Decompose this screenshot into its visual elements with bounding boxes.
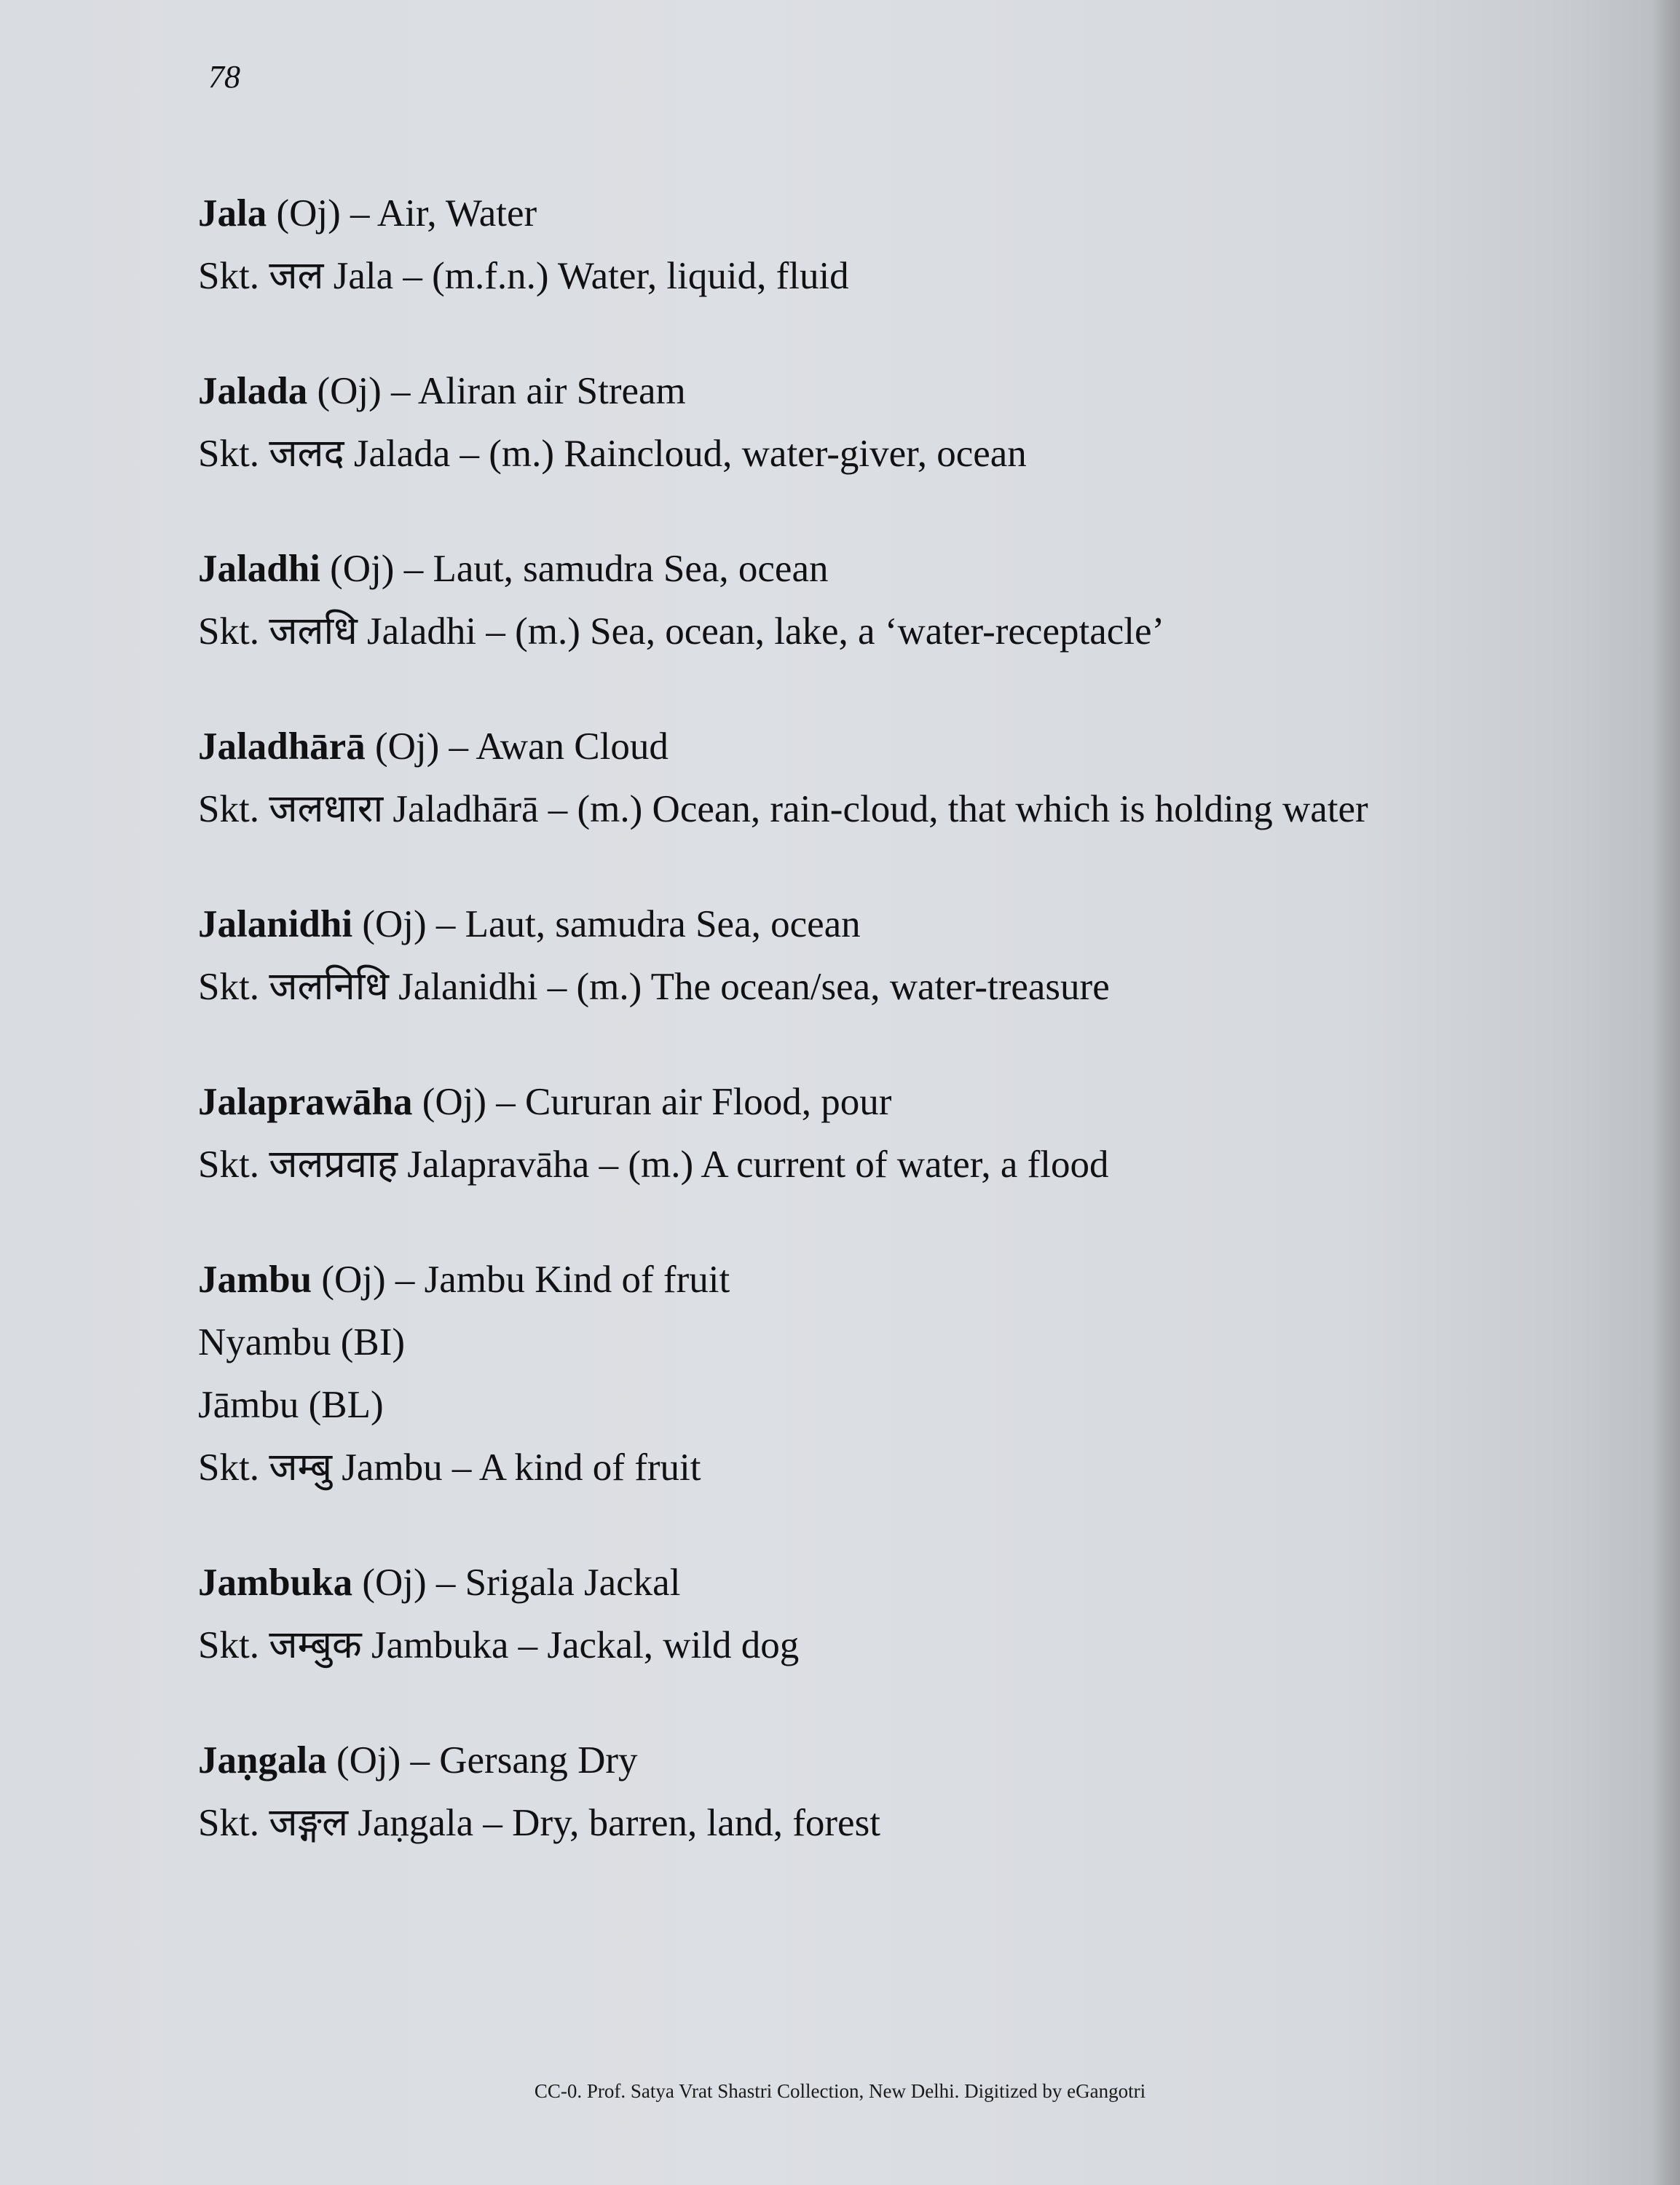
headword-gloss: (Oj) – Jambu Kind of fruit	[312, 1259, 730, 1301]
sanskrit-line: Skt. जम्बु Jambu – A kind of fruit	[198, 1446, 701, 1489]
headword-gloss: (Oj) – Gersang Dry	[326, 1739, 638, 1782]
entry-heading	[198, 715, 1582, 778]
dictionary-entry	[198, 1551, 1582, 1677]
headword-gloss: (Oj) – Air, Water	[267, 192, 537, 235]
sanskrit-line: Skt. जम्बुक Jambuka – Jackal, wild dog	[198, 1624, 800, 1666]
headword-gloss: (Oj) – Srigala Jackal	[352, 1562, 681, 1604]
headword: Jalada	[198, 370, 308, 412]
entry-heading	[198, 182, 1582, 245]
dictionary-entry	[198, 360, 1582, 485]
headword: Jaṇgala	[198, 1739, 327, 1782]
headword-gloss: (Oj) – Laut, samudra Sea, ocean	[352, 903, 861, 945]
entry-heading	[198, 1071, 1582, 1133]
headword-gloss: (Oj) – Cururan air Flood, pour	[412, 1081, 892, 1123]
headword: Jalanidhi	[198, 903, 353, 945]
dictionary-entries	[198, 182, 1582, 1907]
dictionary-entry	[198, 1071, 1582, 1196]
dictionary-entry	[198, 538, 1582, 663]
entry-heading	[198, 1248, 1582, 1311]
sanskrit-line: Skt. जल Jala – (m.f.n.) Water, liquid, fluid	[198, 255, 849, 297]
digitization-footer: CC-0. Prof. Satya Vrat Shastri Collection, New Delhi. Digitized by eGangotri	[534, 2080, 1146, 2102]
variant-line: Jāmbu (BL)	[198, 1384, 384, 1426]
headword-gloss: (Oj) – Aliran air Stream	[307, 370, 686, 412]
headword: Jambu	[198, 1259, 312, 1301]
sanskrit-line: Skt. जलधारा Jaladhārā – (m.) Ocean, rain-cloud, that which is holding water	[198, 788, 1368, 830]
entry-heading	[198, 893, 1582, 956]
sanskrit-line: Skt. जलप्रवाह Jalapravāha – (m.) A current of water, a flood	[198, 1143, 1109, 1186]
dictionary-entry	[198, 1729, 1582, 1854]
sanskrit-line: Skt. जलधि Jaladhi – (m.) Sea, ocean, lake, a ‘water-receptacle’	[198, 610, 1165, 653]
dictionary-entry	[198, 893, 1582, 1018]
page-edge-shadow	[1651, 0, 1680, 2185]
headword: Jambuka	[198, 1562, 353, 1604]
dictionary-entry	[198, 1248, 1582, 1499]
entry-heading	[198, 1729, 1582, 1792]
sanskrit-line: Skt. जङ्गल Jaṇgala – Dry, barren, land, forest	[198, 1802, 880, 1844]
dictionary-entry	[198, 182, 1582, 307]
headword-gloss: (Oj) – Laut, samudra Sea, ocean	[320, 548, 829, 590]
dictionary-entry	[198, 715, 1582, 840]
headword: Jala	[198, 192, 267, 235]
entry-heading	[198, 360, 1582, 422]
variant-line: Nyambu (BI)	[198, 1321, 406, 1363]
sanskrit-line: Skt. जलनिधि Jalanidhi – (m.) The ocean/sea, water-treasure	[198, 966, 1110, 1008]
headword-gloss: (Oj) – Awan Cloud	[365, 725, 669, 768]
headword: Jalaprawāha	[198, 1081, 413, 1123]
headword: Jaladhi	[198, 548, 320, 590]
entry-heading	[198, 538, 1582, 600]
sanskrit-line: Skt. जलद Jalada – (m.) Raincloud, water-giver, ocean	[198, 433, 1027, 475]
page-number: 78	[208, 59, 240, 95]
headword: Jaladhārā	[198, 725, 366, 768]
entry-heading	[198, 1551, 1582, 1614]
